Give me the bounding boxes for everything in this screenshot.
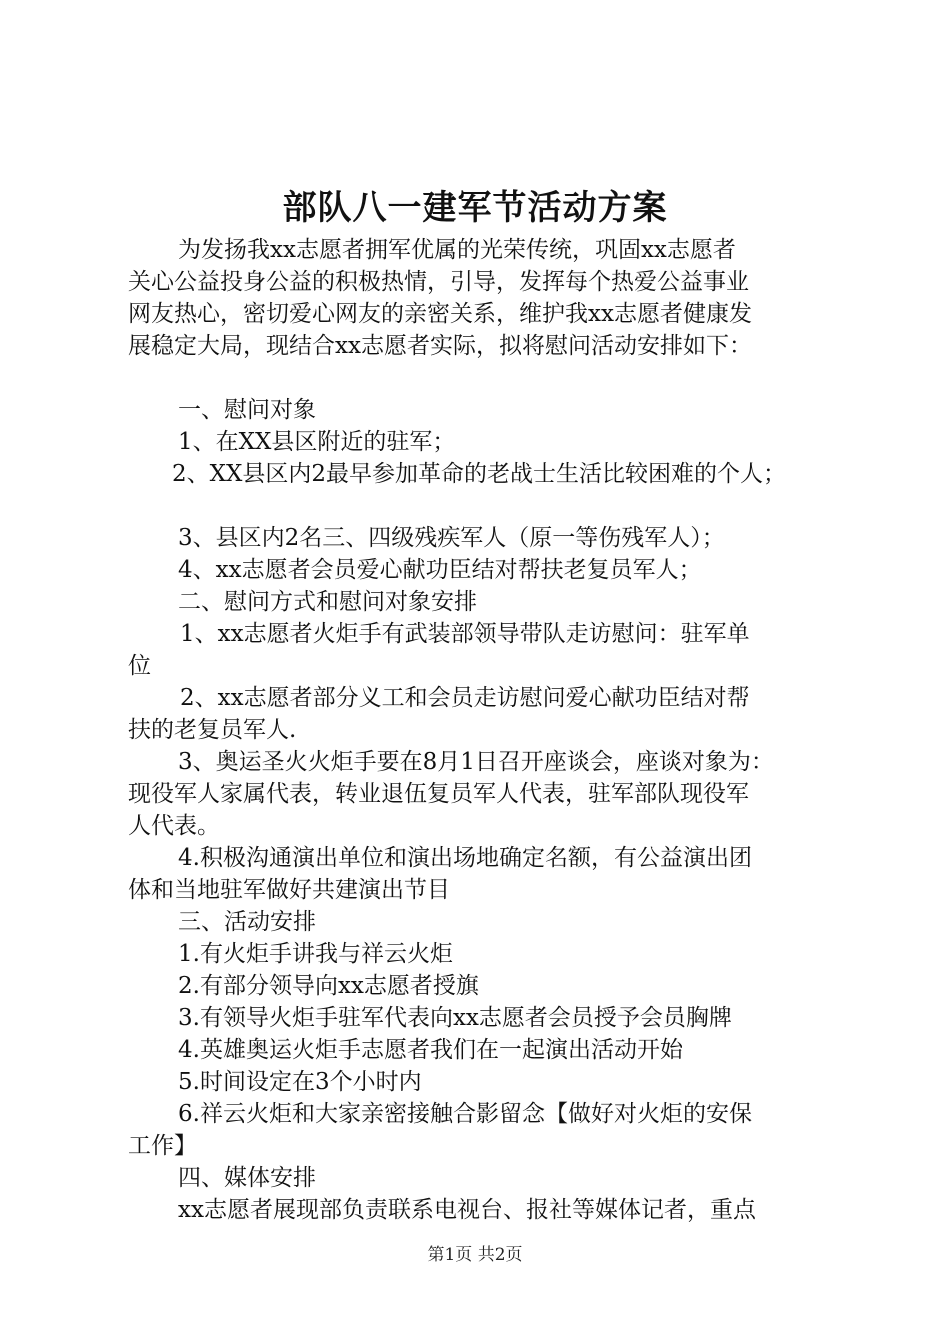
text-line: 三、活动安排 [178,909,316,935]
text-line: 1、xx志愿者火炬手有武装部领导带队走访慰问：驻军单 [180,621,750,647]
text-line: 人代表。 [128,813,220,839]
text-line: 3、县区内2名三、四级残疾军人（原一等伤残军人）； [178,525,725,551]
blank-line [128,362,830,394]
text-line: 一、慰问对象 [178,397,316,423]
document-title: 部队八一建军节活动方案 [282,188,668,228]
text-line: 现役军人家属代表，转业退伍复员军人代表，驻军部队现役军 [128,781,749,807]
text-line: 1.有火炬手讲我与祥云火炬 [178,941,453,967]
text-line: 6.祥云火炬和大家亲密接触合影留念【做好对火炬的安保 [178,1101,752,1127]
text-line: xx志愿者展现部负责联系电视台、报社等媒体记者，重点 [178,1197,756,1223]
text-line: 1、在XX县区附近的驻军； [178,429,456,455]
text-line: 3.有领导火炬手驻军代表向xx志愿者会员授予会员胸牌 [178,1005,732,1031]
text-line: 为发扬我xx志愿者拥军优属的光荣传统，巩固xx志愿者 [178,237,736,263]
text-line: 四、媒体安排 [178,1165,316,1191]
text-line: 4.积极沟通演出单位和演出场地确定名额，有公益演出团 [178,845,752,871]
text-line: 3、奥运圣火火炬手要在8月1日召开座谈会，座谈对象为： [178,749,774,775]
text-line: 4.英雄奥运火炬手志愿者我们在一起演出活动开始 [178,1037,683,1063]
text-line: 5.时间设定在3个小时内 [178,1069,422,1095]
text-line: 展稳定大局，现结合xx志愿者实际，拟将慰问活动安排如下： [128,333,752,359]
text-line: 体和当地驻军做好共建演出节目 [128,877,450,903]
page-footer: 第1页 共2页 [427,1245,523,1265]
text-line: 2、XX县区内2最早参加革命的老战士生活比较困难的个人； [172,461,787,487]
text-line: 工作】 [128,1133,197,1159]
text-line: 2.有部分领导向xx志愿者授旗 [178,973,479,999]
document-body [128,234,830,1226]
text-line: 二、慰问方式和慰问对象安排 [178,589,477,615]
text-line: 位 [128,653,151,679]
text-line: 2、xx志愿者部分义工和会员走访慰问爱心献功臣结对帮 [180,685,750,711]
text-line: 关心公益投身公益的积极热情，引导，发挥每个热爱公益事业 [128,269,749,295]
text-line: 扶的老复员军人. [128,717,297,743]
blank-line [128,490,830,522]
text-line: 4、xx志愿者会员爱心献功臣结对帮扶老复员军人； [178,557,702,583]
text-line: 网友热心，密切爱心网友的亲密关系，维护我xx志愿者健康发 [128,301,752,327]
